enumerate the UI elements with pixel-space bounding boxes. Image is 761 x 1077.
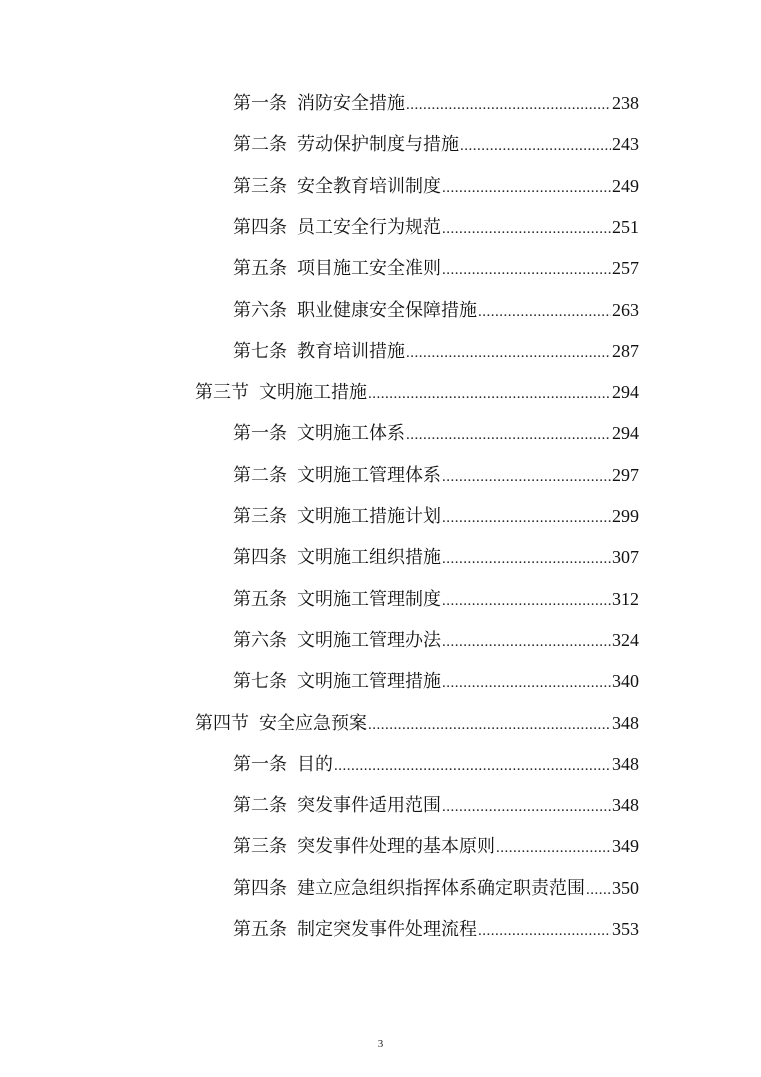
toc-dot-leader [496, 833, 611, 863]
toc-article-entry[interactable] [233, 129, 639, 159]
toc-section-entry[interactable] [195, 377, 639, 407]
toc-dot-leader [406, 90, 611, 120]
toc-article-entry[interactable] [233, 790, 639, 820]
toc-entry-title: 安全应急预案 [259, 712, 367, 734]
toc-entry-label: 第四条 [233, 877, 287, 899]
toc-entry-title: 突发事件处理的基本原则 [297, 836, 495, 858]
toc-entry-title: 文明施工措施计划 [297, 506, 441, 527]
toc-article-entry[interactable] [233, 873, 639, 903]
toc-entry-page-number: 349 [612, 836, 639, 857]
toc-dot-leader [442, 792, 611, 822]
toc-entry-title: 文明施工体系 [297, 423, 405, 445]
toc-dot-leader [368, 379, 611, 409]
toc-entry-title: 文明施工组织措施 [297, 547, 441, 569]
toc-section-entry[interactable] [195, 708, 639, 738]
toc-dot-leader [478, 916, 611, 946]
toc-entry-page-number: 307 [612, 547, 639, 568]
toc-dot-leader [442, 173, 611, 203]
toc-article-entry[interactable] [233, 171, 639, 201]
toc-entry-page-number: 294 [612, 423, 639, 444]
toc-entry-label: 第三条 [233, 506, 287, 527]
toc-article-entry[interactable] [233, 418, 639, 448]
toc-dot-leader [442, 586, 611, 616]
toc-entry-page-number: 312 [612, 588, 639, 609]
toc-entry-page-number: 340 [612, 671, 639, 692]
toc-entry-page-number: 348 [612, 753, 639, 774]
toc-entry-page-number: 299 [612, 506, 639, 526]
toc-dot-leader [442, 255, 611, 285]
toc-entry-title: 建立应急组织指挥体系确定职责范围 [297, 877, 585, 899]
toc-entry-label: 第五条 [233, 588, 287, 610]
toc-article-entry[interactable] [233, 336, 639, 366]
toc-entry-title: 文明施工管理措施 [297, 671, 441, 693]
toc-article-entry[interactable] [233, 749, 639, 779]
toc-dot-leader [442, 668, 611, 698]
toc-entry-label: 第一条 [233, 753, 287, 775]
toc-entry-label: 第一条 [233, 93, 287, 114]
toc-dot-leader [460, 131, 611, 161]
toc-entry-title: 职业健康安全保障措施 [297, 299, 477, 321]
toc-dot-leader [442, 462, 611, 492]
toc-article-entry[interactable] [233, 542, 639, 572]
toc-entry-label: 第二条 [233, 134, 287, 156]
toc-dot-leader [334, 751, 611, 781]
toc-entry-title: 文明施工管理办法 [297, 629, 441, 651]
toc-article-entry[interactable] [233, 831, 639, 861]
toc-entry-page-number: 263 [612, 299, 639, 320]
toc-entry-page-number: 243 [612, 134, 639, 155]
toc-entry-page-number: 348 [612, 712, 639, 733]
toc-article-entry[interactable] [233, 295, 639, 325]
toc-entry-title: 教育培训措施 [297, 340, 405, 362]
toc-entry-title: 项目施工安全准则 [297, 258, 441, 280]
toc-entry-page-number: 257 [612, 258, 639, 279]
toc-article-entry[interactable] [233, 460, 639, 490]
toc-entry-label: 第七条 [233, 671, 287, 693]
toc-dot-leader [442, 627, 611, 657]
toc-entry-title: 突发事件适用范围 [297, 795, 441, 817]
toc-entry-title: 文明施工措施 [259, 382, 367, 404]
toc-entry-label: 第三节 [195, 382, 249, 404]
toc-article-entry[interactable] [233, 625, 639, 655]
toc-entry-label: 第四条 [233, 547, 287, 569]
toc-article-entry[interactable] [233, 88, 639, 118]
page-number: 3 [377, 1038, 384, 1050]
toc-article-entry[interactable] [233, 914, 639, 944]
toc-entry-page-number: 353 [612, 919, 639, 939]
toc-dot-leader [442, 214, 611, 244]
toc-dot-leader [442, 544, 611, 574]
toc-entry-page-number: 238 [612, 93, 639, 113]
toc-entry-label: 第六条 [233, 299, 287, 321]
toc-article-entry[interactable] [233, 584, 639, 614]
toc-entry-page-number: 294 [612, 382, 639, 403]
toc-entry-label: 第四节 [195, 712, 249, 734]
toc-dot-leader [442, 503, 611, 533]
toc-entry-page-number: 297 [612, 464, 639, 485]
toc-dot-leader [406, 420, 611, 450]
toc-dot-leader [406, 338, 611, 368]
toc-article-entry[interactable] [233, 501, 639, 531]
toc-entry-label: 第五条 [233, 919, 287, 940]
toc-entry-page-number: 324 [612, 629, 639, 650]
toc-entry-title: 员工安全行为规范 [297, 216, 441, 238]
toc-article-entry[interactable] [233, 253, 639, 283]
toc-entry-title: 文明施工管理制度 [297, 588, 441, 610]
toc-dot-leader [368, 710, 611, 740]
toc-article-entry[interactable] [233, 666, 639, 696]
toc-entry-label: 第二条 [233, 795, 287, 817]
toc-article-entry[interactable] [233, 212, 639, 242]
toc-entry-page-number: 348 [612, 795, 639, 816]
toc-entry-page-number: 287 [612, 340, 639, 361]
toc-entry-title: 劳动保护制度与措施 [297, 134, 459, 156]
toc-entry-title: 制定突发事件处理流程 [297, 919, 477, 940]
toc-entry-title: 目的 [297, 753, 333, 775]
toc-entry-label: 第四条 [233, 216, 287, 238]
toc-entry-title: 消防安全措施 [297, 93, 405, 114]
toc-dot-leader [478, 297, 611, 327]
toc-entry-label: 第三条 [233, 836, 287, 858]
toc-entry-title: 安全教育培训制度 [297, 175, 441, 197]
toc-entry-page-number: 249 [612, 175, 639, 196]
toc-entry-page-number: 350 [612, 877, 639, 898]
toc-entry-label: 第七条 [233, 340, 287, 362]
toc-entry-label: 第六条 [233, 629, 287, 651]
toc-dot-leader [586, 875, 611, 905]
toc-entry-page-number: 251 [612, 216, 639, 237]
toc-entry-label: 第二条 [233, 464, 287, 486]
toc-entry-label: 第一条 [233, 423, 287, 445]
toc-entry-label: 第五条 [233, 258, 287, 280]
toc-entry-label: 第三条 [233, 175, 287, 197]
toc-entry-title: 文明施工管理体系 [297, 464, 441, 486]
